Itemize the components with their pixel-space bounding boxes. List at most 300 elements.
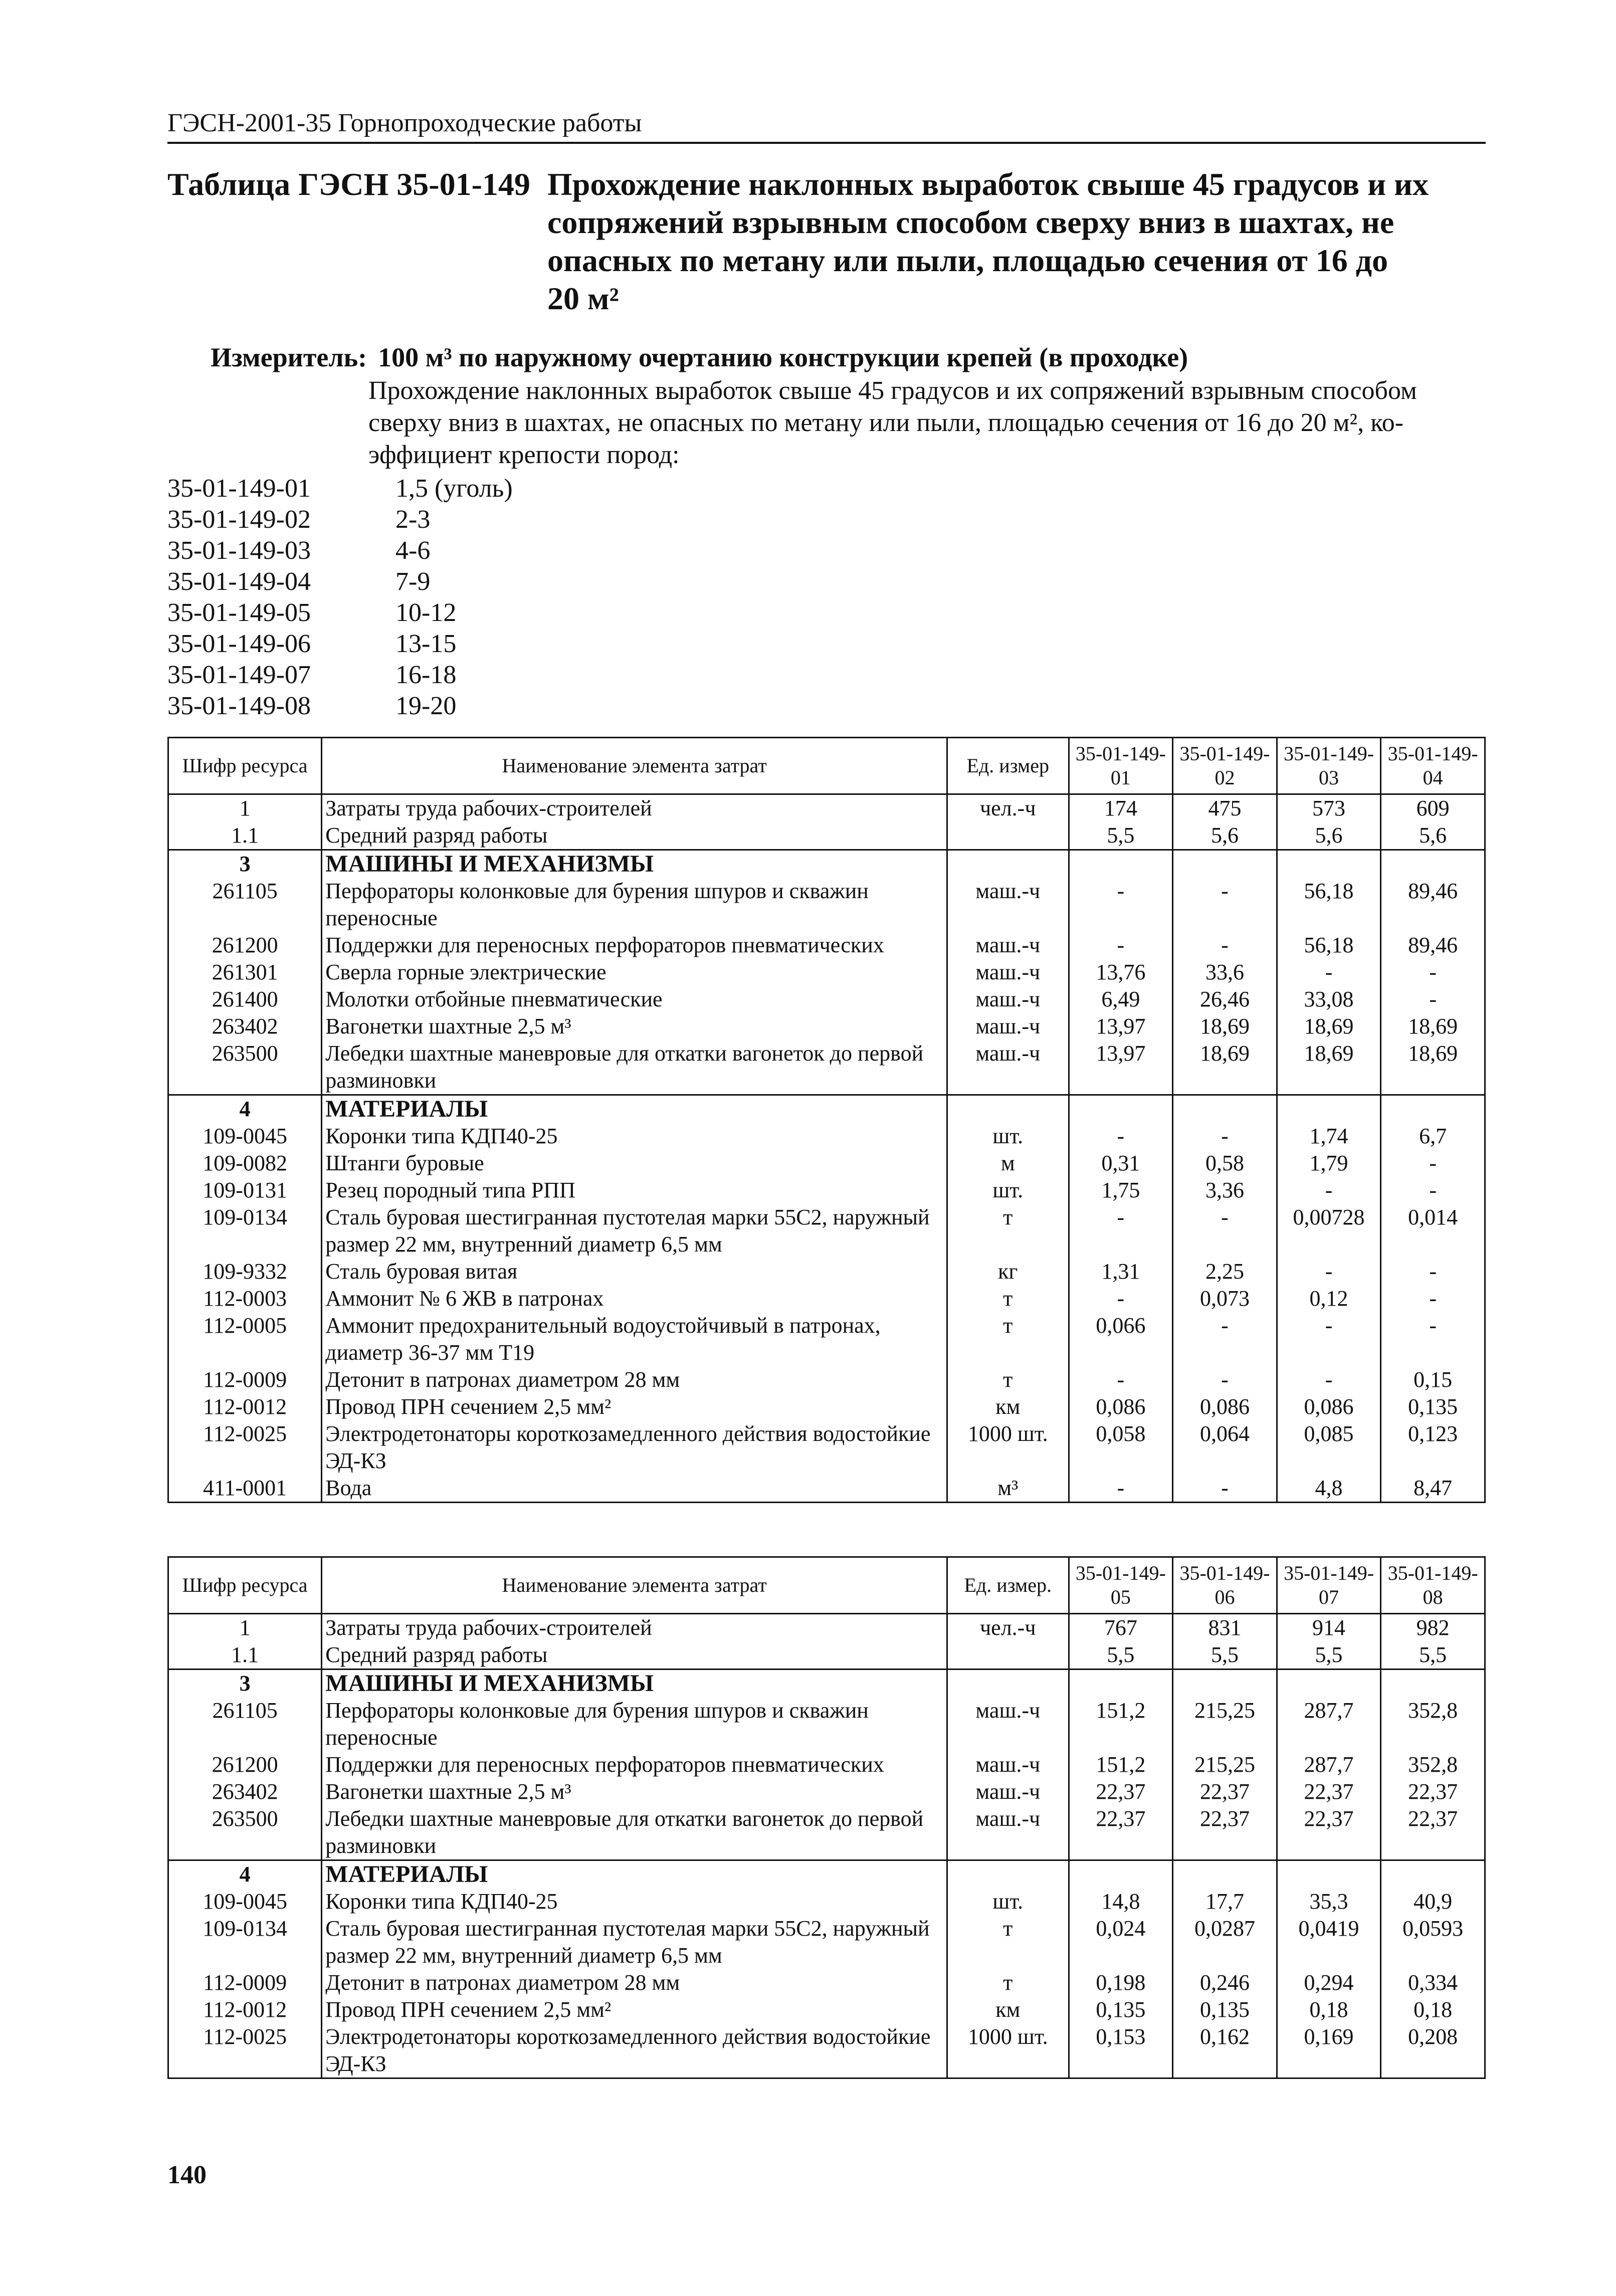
norm-value: 22,37 xyxy=(1173,1805,1277,1860)
norm-value: 0,064 xyxy=(1173,1420,1277,1475)
norm-value: 0,086 xyxy=(1277,1393,1381,1420)
norm-value: 3,36 xyxy=(1173,1177,1277,1204)
table-row xyxy=(168,1996,1485,2023)
table-row xyxy=(168,1614,1485,1642)
resource-code: 109-9332 xyxy=(168,1258,322,1285)
resource-code: 4 xyxy=(168,1860,322,1889)
norm-value: 831 xyxy=(1173,1614,1277,1642)
unit-cell xyxy=(947,1095,1069,1123)
unit-cell xyxy=(947,1641,1069,1669)
cost-element-name: Затраты труда рабочих-строителей xyxy=(322,794,947,822)
norm-value: 0,135 xyxy=(1381,1393,1485,1420)
norm-value: 89,46 xyxy=(1381,932,1485,959)
norm-value xyxy=(1277,850,1381,878)
section-row xyxy=(168,1669,1485,1698)
norm-code-item xyxy=(167,535,513,566)
norm-value: 0,198 xyxy=(1069,1969,1173,1996)
norm-value: - xyxy=(1277,1177,1381,1204)
norm-value: 22,37 xyxy=(1277,1805,1381,1860)
norm-value: 4,8 xyxy=(1277,1475,1381,1503)
norm-value: 0,0419 xyxy=(1277,1915,1381,1969)
resource-code: 3 xyxy=(168,850,322,878)
resource-code: 112-0009 xyxy=(168,1366,322,1393)
norm-value: - xyxy=(1381,1285,1485,1312)
resource-code: 261105 xyxy=(168,1697,322,1751)
cost-element-name: Сталь буровая шестигранная пустотелая марки 55С2, наружный размер 22 мм, внутренний диаметр 6,5 мм xyxy=(322,1915,947,1969)
unit-cell: маш.-ч xyxy=(947,1751,1069,1778)
resource-code: 263402 xyxy=(168,1778,322,1805)
cost-element-name: МАШИНЫ И МЕХАНИЗМЫ xyxy=(322,850,947,878)
header-cost-element-name: Наименование элемента затрат xyxy=(322,1557,947,1614)
norm-value: - xyxy=(1381,1258,1485,1285)
header-norm-col: 35-01-149-03 xyxy=(1277,738,1381,794)
norm-code-item xyxy=(167,691,513,722)
norm-code: 35-01-149-06 xyxy=(167,630,311,658)
table-row xyxy=(168,1888,1485,1915)
norm-code: 35-01-149-05 xyxy=(167,598,311,627)
unit-cell: маш.-ч xyxy=(947,878,1069,932)
norm-value xyxy=(1381,1095,1485,1123)
norm-value: - xyxy=(1173,1123,1277,1150)
norm-value: 0,066 xyxy=(1069,1312,1173,1366)
norm-value: 1,79 xyxy=(1277,1150,1381,1177)
norm-value: 33,6 xyxy=(1173,959,1277,986)
norm-value: 0,58 xyxy=(1173,1150,1277,1177)
norm-value: 18,69 xyxy=(1381,1013,1485,1040)
table-row xyxy=(168,1915,1485,1969)
table-row xyxy=(168,1040,1485,1095)
norm-value: 573 xyxy=(1277,794,1381,822)
resource-code: 411-0001 xyxy=(168,1475,322,1503)
table-row xyxy=(168,878,1485,932)
norm-value: 0,153 xyxy=(1069,2023,1173,2078)
unit-cell: шт. xyxy=(947,1123,1069,1150)
measure-value: 100 м³ по наружному очертанию конструкции крепей (в проходке) xyxy=(378,342,1188,372)
norm-value xyxy=(1381,1860,1485,1889)
cost-element-name: Электродетонаторы короткозамедленного действия водостойкие ЭД-КЗ xyxy=(322,1420,947,1475)
norm-code-item xyxy=(167,597,513,629)
norm-value xyxy=(1069,1860,1173,1889)
cost-element-name: Сверла горные электрические xyxy=(322,959,947,986)
table-title-label: Таблица ГЭСН 35-01-149 xyxy=(167,166,530,202)
norm-value: 151,2 xyxy=(1069,1751,1173,1778)
norm-code: 35-01-149-03 xyxy=(167,536,311,565)
norm-value: 22,37 xyxy=(1381,1778,1485,1805)
table-header-row xyxy=(168,738,1485,794)
norm-value: 1,74 xyxy=(1277,1123,1381,1150)
header-norm-col: 35-01-149-05 xyxy=(1069,1557,1173,1614)
norm-value: - xyxy=(1381,986,1485,1013)
table-row xyxy=(168,1177,1485,1204)
cost-element-name: Аммонит № 6 ЖВ в патронах xyxy=(322,1285,947,1312)
norm-value: 0,18 xyxy=(1277,1996,1381,2023)
norm-value: 0,0593 xyxy=(1381,1915,1485,1969)
unit-cell: маш.-ч xyxy=(947,986,1069,1013)
section-row xyxy=(168,850,1485,878)
norm-value: 5,5 xyxy=(1069,1641,1173,1669)
table-row xyxy=(168,1312,1485,1366)
resource-code: 109-0045 xyxy=(168,1123,322,1150)
cost-element-name: Перфораторы колонковые для бурения шпуров и скважин переносные xyxy=(322,878,947,932)
resource-code: 261301 xyxy=(168,959,322,986)
cost-element-name: Детонит в патронах диаметром 28 мм xyxy=(322,1366,947,1393)
resource-code: 112-0025 xyxy=(168,1420,322,1475)
norm-value: 767 xyxy=(1069,1614,1173,1642)
resource-code: 263500 xyxy=(168,1040,322,1095)
norm-value: 18,69 xyxy=(1173,1040,1277,1095)
norm-value: 17,7 xyxy=(1173,1888,1277,1915)
norm-value: - xyxy=(1069,1285,1173,1312)
resource-code: 1.1 xyxy=(168,1641,322,1669)
unit-cell xyxy=(947,850,1069,878)
norm-value: - xyxy=(1381,1312,1485,1366)
unit-cell: км xyxy=(947,1996,1069,2023)
norm-value: 13,97 xyxy=(1069,1013,1173,1040)
norm-code: 35-01-149-02 xyxy=(167,505,311,534)
norm-value: 0,15 xyxy=(1381,1366,1485,1393)
norm-value: 0,208 xyxy=(1381,2023,1485,2078)
rock-hardness-value: 16-18 xyxy=(395,661,457,689)
norm-value: 5,6 xyxy=(1277,822,1381,850)
rock-hardness-value: 4-6 xyxy=(395,536,431,565)
resource-code: 1 xyxy=(168,1614,322,1642)
norm-value: 0,18 xyxy=(1381,1996,1485,2023)
rock-hardness-value: 7-9 xyxy=(395,567,431,596)
header-norm-col: 35-01-149-07 xyxy=(1277,1557,1381,1614)
norm-value: 0,0287 xyxy=(1173,1915,1277,1969)
work-description xyxy=(368,375,1491,471)
resource-code: 112-0012 xyxy=(168,1393,322,1420)
norm-value: 0,00728 xyxy=(1277,1204,1381,1258)
norm-value: 6,49 xyxy=(1069,986,1173,1013)
norm-value: 352,8 xyxy=(1381,1697,1485,1751)
table-row xyxy=(168,1366,1485,1393)
page-number: 140 xyxy=(167,2161,207,2189)
resource-code: 261105 xyxy=(168,878,322,932)
unit-cell: т xyxy=(947,1915,1069,1969)
norm-value: 0,135 xyxy=(1069,1996,1173,2023)
norm-value: - xyxy=(1381,959,1485,986)
norm-value xyxy=(1277,1669,1381,1698)
table-row xyxy=(168,1393,1485,1420)
header-norm-col: 35-01-149-02 xyxy=(1173,738,1277,794)
norm-value: 5,5 xyxy=(1069,822,1173,850)
norm-value: - xyxy=(1277,1312,1381,1366)
unit-cell: 1000 шт. xyxy=(947,1420,1069,1475)
table-row xyxy=(168,2023,1485,2078)
table-row xyxy=(168,1150,1485,1177)
header-norm-col: 35-01-149-06 xyxy=(1173,1557,1277,1614)
norm-value: 352,8 xyxy=(1381,1751,1485,1778)
norm-value: 174 xyxy=(1069,794,1173,822)
norm-value: 89,46 xyxy=(1381,878,1485,932)
resource-code: 112-0009 xyxy=(168,1969,322,1996)
cost-element-name: Молотки отбойные пневматические xyxy=(322,986,947,1013)
norm-value: - xyxy=(1381,1177,1485,1204)
cost-element-name: Аммонит предохранительный водоустойчивый в патронах, диаметр 36-37 мм Т19 xyxy=(322,1312,947,1366)
norm-value: - xyxy=(1069,932,1173,959)
norm-value: 35,3 xyxy=(1277,1888,1381,1915)
unit-cell: т xyxy=(947,1366,1069,1393)
unit-cell: 1000 шт. xyxy=(947,2023,1069,2078)
title-line: Прохождение наклонных выработок свыше 45 градусов и их xyxy=(547,166,1429,202)
description-line: эффициент крепости пород: xyxy=(368,441,680,469)
unit-cell: т xyxy=(947,1312,1069,1366)
norm-value: 5,5 xyxy=(1173,1641,1277,1669)
norm-code: 35-01-149-01 xyxy=(167,474,311,503)
norm-value: 13,76 xyxy=(1069,959,1173,986)
measure-unit xyxy=(211,341,1188,374)
table-header-row xyxy=(168,1557,1485,1614)
norm-value: 18,69 xyxy=(1381,1040,1485,1095)
table-row xyxy=(168,1751,1485,1778)
header-unit: Ед. измер. xyxy=(947,1557,1069,1614)
unit-cell: маш.-ч xyxy=(947,1697,1069,1751)
resource-code: 263500 xyxy=(168,1805,322,1860)
resource-code: 112-0025 xyxy=(168,2023,322,2078)
norm-value: 22,37 xyxy=(1069,1805,1173,1860)
norm-value: 0,162 xyxy=(1173,2023,1277,2078)
header-unit: Ед. измер xyxy=(947,738,1069,794)
norm-value: 56,18 xyxy=(1277,878,1381,932)
norm-value: 33,08 xyxy=(1277,986,1381,1013)
cost-element-name: Сталь буровая шестигранная пустотелая марки 55С2, наружный размер 22 мм, внутренний диаметр 6,5 мм xyxy=(322,1204,947,1258)
norm-value: - xyxy=(1277,959,1381,986)
header-norm-col: 35-01-149-01 xyxy=(1069,738,1173,794)
norm-value: 26,46 xyxy=(1173,986,1277,1013)
resource-code: 1.1 xyxy=(168,822,322,850)
header-resource-code: Шифр ресурса xyxy=(168,738,322,794)
table-title xyxy=(547,165,1480,318)
norm-value: 0,073 xyxy=(1173,1285,1277,1312)
resource-code: 109-0134 xyxy=(168,1204,322,1258)
cost-element-name: Электродетонаторы короткозамедленного действия водостойкие ЭД-КЗ xyxy=(322,2023,947,2078)
cost-element-name: Затраты труда рабочих-строителей xyxy=(322,1614,947,1642)
table-row xyxy=(168,1641,1485,1669)
norm-value: 287,7 xyxy=(1277,1697,1381,1751)
unit-cell: км xyxy=(947,1393,1069,1420)
norm-value: - xyxy=(1381,1150,1485,1177)
table-row xyxy=(168,1204,1485,1258)
norm-value xyxy=(1277,1095,1381,1123)
norm-value: 0,294 xyxy=(1277,1969,1381,1996)
section-row xyxy=(168,1095,1485,1123)
norm-value: - xyxy=(1069,1204,1173,1258)
cost-element-name: Средний разряд работы xyxy=(322,822,947,850)
norm-value: - xyxy=(1069,1123,1173,1150)
title-line: опасных по метану или пыли, площадью сечения от 16 до xyxy=(547,243,1388,278)
norm-value: 0,135 xyxy=(1173,1996,1277,2023)
unit-cell: шт. xyxy=(947,1177,1069,1204)
title-line: сопряжений взрывным способом сверху вниз в шахтах, не xyxy=(547,204,1394,240)
norm-value: 22,37 xyxy=(1381,1805,1485,1860)
cost-element-name: Поддержки для переносных перфораторов пневматических xyxy=(322,932,947,959)
norm-value xyxy=(1173,1669,1277,1698)
table-row xyxy=(168,1123,1485,1150)
norm-value xyxy=(1173,850,1277,878)
resource-code: 4 xyxy=(168,1095,322,1123)
table-row xyxy=(168,1285,1485,1312)
norm-value: 0,085 xyxy=(1277,1420,1381,1475)
unit-cell: чел.-ч xyxy=(947,1614,1069,1642)
resource-table-1 xyxy=(167,737,1486,1503)
resource-code: 112-0003 xyxy=(168,1285,322,1312)
cost-element-name: Резец породный типа РПП xyxy=(322,1177,947,1204)
measure-label: Измеритель: xyxy=(211,342,367,372)
resource-code: 261200 xyxy=(168,932,322,959)
table-row xyxy=(168,1420,1485,1475)
unit-cell: т xyxy=(947,1204,1069,1258)
table-row xyxy=(168,1258,1485,1285)
cost-element-name: Провод ПРН сечением 2,5 мм² xyxy=(322,1996,947,2023)
resource-code: 109-0045 xyxy=(168,1888,322,1915)
table-row xyxy=(168,1969,1485,1996)
norm-value: 18,69 xyxy=(1277,1013,1381,1040)
norm-value: 0,334 xyxy=(1381,1969,1485,1996)
norm-value xyxy=(1381,1669,1485,1698)
norm-value: 40,9 xyxy=(1381,1888,1485,1915)
norm-value xyxy=(1069,1095,1173,1123)
norm-value: 0,246 xyxy=(1173,1969,1277,1996)
title-line: 20 м² xyxy=(547,281,619,316)
rock-hardness-value: 2-3 xyxy=(395,505,431,534)
unit-cell xyxy=(947,822,1069,850)
cost-element-name: Перфораторы колонковые для бурения шпуров и скважин переносные xyxy=(322,1697,947,1751)
norm-value: 0,123 xyxy=(1381,1420,1485,1475)
resource-code: 109-0082 xyxy=(168,1150,322,1177)
norm-value: - xyxy=(1173,1204,1277,1258)
norm-value: 13,97 xyxy=(1069,1040,1173,1095)
resource-code: 261400 xyxy=(168,986,322,1013)
norm-value: 5,5 xyxy=(1277,1641,1381,1669)
norm-value: 151,2 xyxy=(1069,1697,1173,1751)
norm-code: 35-01-149-07 xyxy=(167,661,311,689)
unit-cell: маш.-ч xyxy=(947,1805,1069,1860)
unit-cell: шт. xyxy=(947,1888,1069,1915)
table-row xyxy=(168,1805,1485,1860)
unit-cell: чел.-ч xyxy=(947,794,1069,822)
rock-hardness-value: 1,5 (уголь) xyxy=(395,474,513,503)
norm-value: 475 xyxy=(1173,794,1277,822)
norm-value: 5,5 xyxy=(1381,1641,1485,1669)
table-row xyxy=(168,1475,1485,1503)
cost-element-name: Лебедки шахтные маневровые для откатки вагонеток до первой разминовки xyxy=(322,1040,947,1095)
unit-cell: маш.-ч xyxy=(947,1778,1069,1805)
norm-value: 1,75 xyxy=(1069,1177,1173,1204)
norm-value: 2,25 xyxy=(1173,1258,1277,1285)
norm-value: 215,25 xyxy=(1173,1697,1277,1751)
table-row xyxy=(168,932,1485,959)
rock-hardness-value: 13-15 xyxy=(395,630,457,658)
cost-element-name: МАТЕРИАЛЫ xyxy=(322,1095,947,1123)
unit-cell: м³ xyxy=(947,1475,1069,1503)
norm-value: 22,37 xyxy=(1277,1778,1381,1805)
cost-element-name: Вагонетки шахтные 2,5 м³ xyxy=(322,1778,947,1805)
rock-hardness-value: 19-20 xyxy=(395,692,457,720)
norm-value: 0,169 xyxy=(1277,2023,1381,2078)
norm-code-item xyxy=(167,504,513,535)
resource-code: 261200 xyxy=(168,1751,322,1778)
norm-value: - xyxy=(1277,1366,1381,1393)
resource-code: 109-0134 xyxy=(168,1915,322,1969)
norm-value: 22,37 xyxy=(1069,1778,1173,1805)
table-row xyxy=(168,959,1485,986)
norm-value: - xyxy=(1277,1258,1381,1285)
norm-value xyxy=(1277,1860,1381,1889)
norm-value: 0,014 xyxy=(1381,1204,1485,1258)
norm-value: 0,024 xyxy=(1069,1915,1173,1969)
unit-cell: маш.-ч xyxy=(947,1013,1069,1040)
rock-hardness-value: 10-12 xyxy=(395,598,457,627)
norm-value: 18,69 xyxy=(1277,1040,1381,1095)
description-line: Прохождение наклонных выработок свыше 45 градусов и их сопряжений взрывным способом xyxy=(368,376,1417,405)
table-row xyxy=(168,986,1485,1013)
section-row xyxy=(168,1860,1485,1889)
resource-code: 112-0012 xyxy=(168,1996,322,2023)
norm-value: - xyxy=(1173,878,1277,932)
cost-element-name: Коронки типа КДП40-25 xyxy=(322,1123,947,1150)
cost-element-name: Вода xyxy=(322,1475,947,1503)
unit-cell: м xyxy=(947,1150,1069,1177)
norm-value: 0,12 xyxy=(1277,1285,1381,1312)
unit-cell xyxy=(947,1669,1069,1698)
norm-value: 5,6 xyxy=(1173,822,1277,850)
cost-element-name: МАТЕРИАЛЫ xyxy=(322,1860,947,1889)
norm-value: 18,69 xyxy=(1173,1013,1277,1040)
norm-value: 5,6 xyxy=(1381,822,1485,850)
description-line: сверху вниз в шахтах, не опасных по метану или пыли, площадью сечения от 16 до 20 м², ко- xyxy=(368,408,1404,437)
norm-value: 6,7 xyxy=(1381,1123,1485,1150)
cost-element-name: Сталь буровая витая xyxy=(322,1258,947,1285)
norm-value: 0,058 xyxy=(1069,1420,1173,1475)
cost-element-name: МАШИНЫ И МЕХАНИЗМЫ xyxy=(322,1669,947,1698)
norm-value: 914 xyxy=(1277,1614,1381,1642)
norm-value: 609 xyxy=(1381,794,1485,822)
norm-value: - xyxy=(1069,1366,1173,1393)
norm-value: 0,31 xyxy=(1069,1150,1173,1177)
table-row xyxy=(168,822,1485,850)
table-row xyxy=(168,1697,1485,1751)
norm-code: 35-01-149-08 xyxy=(167,692,311,720)
norm-value: - xyxy=(1173,932,1277,959)
unit-cell: кг xyxy=(947,1258,1069,1285)
cost-element-name: Лебедки шахтные маневровые для откатки вагонеток до первой разминовки xyxy=(322,1805,947,1860)
norm-value: 1,31 xyxy=(1069,1258,1173,1285)
norm-value: 56,18 xyxy=(1277,932,1381,959)
cost-element-name: Детонит в патронах диаметром 28 мм xyxy=(322,1969,947,1996)
header-cost-element-name: Наименование элемента затрат xyxy=(322,738,947,794)
cost-element-name: Штанги буровые xyxy=(322,1150,947,1177)
unit-cell xyxy=(947,1860,1069,1889)
norm-code-list xyxy=(167,473,513,722)
norm-value: 287,7 xyxy=(1277,1751,1381,1778)
resource-code: 1 xyxy=(168,794,322,822)
table-row xyxy=(168,1778,1485,1805)
norm-value: 215,25 xyxy=(1173,1751,1277,1778)
norm-value xyxy=(1173,1095,1277,1123)
norm-value: - xyxy=(1173,1475,1277,1503)
norm-value: 0,086 xyxy=(1069,1393,1173,1420)
norm-value xyxy=(1173,1860,1277,1889)
resource-table-2 xyxy=(167,1556,1486,2079)
unit-cell: маш.-ч xyxy=(947,959,1069,986)
norm-value: - xyxy=(1069,1475,1173,1503)
norm-value: 14,8 xyxy=(1069,1888,1173,1915)
norm-value xyxy=(1381,850,1485,878)
unit-cell: т xyxy=(947,1285,1069,1312)
header-norm-col: 35-01-149-08 xyxy=(1381,1557,1485,1614)
cost-element-name: Коронки типа КДП40-25 xyxy=(322,1888,947,1915)
